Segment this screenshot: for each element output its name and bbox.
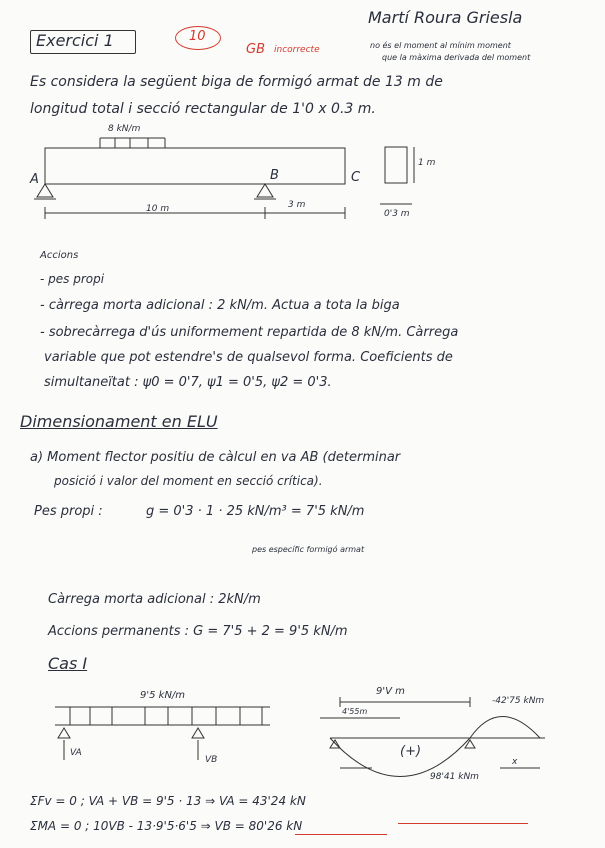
equation-2-underline: [295, 834, 387, 835]
section-title: Dimensionament en ELU: [20, 412, 218, 431]
fig1-span-ab: 10 m: [146, 204, 170, 214]
grade: 10: [189, 29, 206, 44]
part-a-line-1: a) Moment flector positiu de càlcul en va AB (determinar: [30, 450, 401, 465]
margin-note-1: no és el moment al mínim moment: [370, 41, 511, 50]
permanent-actions: Accions permanents : G = 7'5 + 2 = 9'5 kN/m: [48, 624, 348, 639]
self-weight-note: pes específic formigó armat: [252, 545, 365, 554]
dead-load: Càrrega morta adicional : 2kN/m: [48, 592, 261, 607]
grade-note: GB: [246, 42, 265, 57]
fig1-node-b: B: [270, 168, 279, 183]
part-a-line-2: posició i valor del moment en secció crítica).: [54, 474, 323, 488]
exercise-title: Exercici 1: [36, 31, 114, 50]
self-weight-formula: g = 0'3 · 1 · 25 kN/m³ = 7'5 kN/m: [146, 504, 365, 519]
author-name: Martí Roura Griesla: [368, 8, 523, 27]
actions-item-3: - sobrecàrrega d'ús uniformement repartida de 8 kN/m. Càrrega: [40, 325, 459, 340]
margin-note-2: que la màxima derivada del moment: [382, 53, 531, 62]
fig2-vb: VB: [205, 755, 218, 765]
fig3-right-label: -42'75 kNm: [492, 696, 545, 706]
fig1-load-label: 8 kN/m: [108, 124, 141, 134]
equation-2: ΣMA = 0 ; 10VB - 13·9'5·6'5 ⇒ VB = 80'26 kN: [30, 819, 303, 833]
equation-1: ΣFv = 0 ; VA + VB = 9'5 · 13 ⇒ VA = 43'24 kN: [30, 794, 306, 808]
fig1-span-bc: 3 m: [288, 200, 306, 210]
grade-note-detail: incorrecte: [274, 45, 320, 55]
actions-item-3c: simultaneïtat : ψ0 = 0'7, ψ1 = 0'5, ψ2 = 0'3.: [44, 375, 332, 390]
fig3-left-dist: 4'55m: [342, 707, 368, 716]
crossed-out-text: ——————————: [398, 816, 528, 831]
fig3-top-label: 9'V m: [376, 686, 405, 697]
statement-line-2: longitud total i secció rectangular de 1'0 x 0.3 m.: [30, 101, 376, 117]
self-weight-label: Pes propi :: [34, 504, 103, 519]
actions-item-3b: variable que pot estendre's de qualsevol forma. Coeficients de: [44, 350, 453, 365]
fig1-section-height: 1 m: [418, 158, 436, 168]
case-title: Cas I: [48, 654, 88, 673]
actions-item-1: - pes propi: [40, 272, 105, 286]
fig1-node-a: A: [30, 172, 39, 187]
fig3-bottom-label: 98'41 kNm: [430, 772, 479, 782]
fig2-va: VA: [70, 748, 82, 758]
fig1-section-width: 0'3 m: [384, 209, 410, 219]
actions-heading: Accions: [40, 250, 79, 261]
statement-line-1: Es considera la següent biga de formigó armat de 13 m de: [30, 74, 443, 90]
fig3-moment-label: (+): [400, 744, 422, 759]
fig1-node-c: C: [351, 170, 361, 185]
actions-item-2: - càrrega morta adicional : 2 kN/m. Actua a tota la biga: [40, 298, 400, 313]
fig2-load-label: 9'5 kN/m: [140, 690, 186, 701]
fig3-x-label: x: [512, 757, 518, 767]
